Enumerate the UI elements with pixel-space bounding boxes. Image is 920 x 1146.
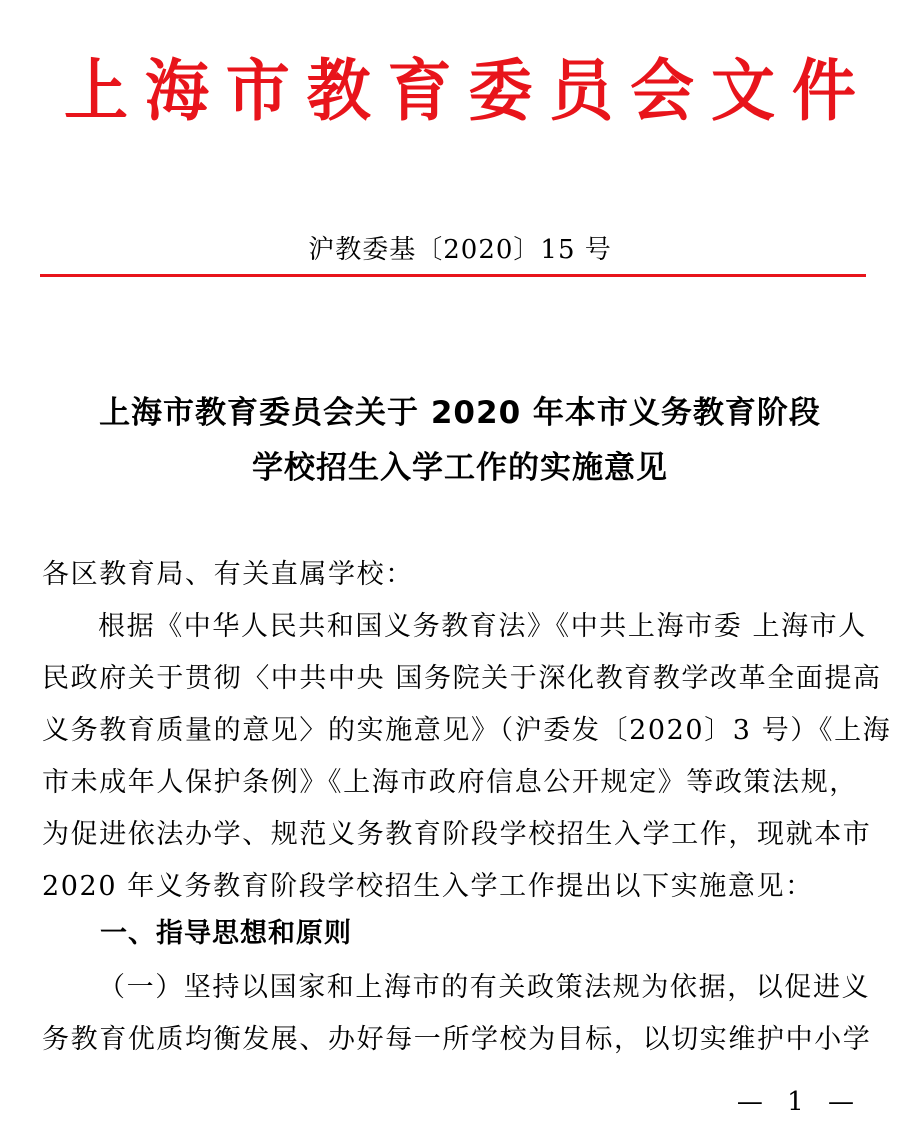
masthead-char: 会: [630, 53, 695, 131]
salutation: 各区教育局、有关直属学校：: [42, 559, 414, 590]
section-heading-1: 一、指导思想和原则: [100, 918, 352, 949]
masthead-char: 员: [549, 53, 614, 131]
masthead-char: 文: [711, 53, 775, 131]
paragraph-1-line: 2020 年义务教育阶段学校招生入学工作提出以下实施意见：: [42, 871, 814, 902]
red-divider: [40, 274, 866, 277]
masthead-char: 育: [387, 53, 452, 131]
paragraph-1-line: 义务教育质量的意见〉的实施意见》（沪委发〔2020〕3 号）《上海: [42, 715, 892, 746]
paragraph-2-line: 务教育优质均衡发展、办好每一所学校为目标，以切实维护中小学: [42, 1024, 872, 1055]
masthead-char: 上: [64, 53, 128, 131]
masthead-char: 市: [225, 53, 290, 131]
document-title-line-1: 上海市教育委员会关于 2020 年本市义务教育阶段: [99, 395, 821, 431]
paragraph-1-line: 民政府关于贯彻〈中共中央 国务院关于深化教育教学改革全面提高: [42, 663, 882, 694]
paragraph-2-line: （一）坚持以国家和上海市的有关政策法规为依据，以促进义: [98, 972, 871, 1003]
masthead-char: 件: [791, 53, 856, 131]
paragraph-1-line: 市未成年人保护条例》《上海市政府信息公开规定》等政策法规，: [42, 767, 858, 798]
masthead-char: 委: [468, 53, 533, 131]
document-number: 沪教委基〔2020〕15 号: [308, 235, 612, 265]
page-number: — 1 —: [736, 1087, 862, 1117]
paragraph-1-line: 根据《中华人民共和国义务教育法》《中共上海市委 上海市人: [98, 611, 867, 642]
paragraph-1-line: 为促进依法办学、规范义务教育阶段学校招生入学工作，现就本市: [42, 819, 872, 850]
masthead-title: [0, 52, 920, 132]
masthead-char: 海: [144, 53, 209, 131]
masthead-char: 教: [306, 53, 371, 131]
document-title-line-2: 学校招生入学工作的实施意见: [252, 450, 668, 486]
